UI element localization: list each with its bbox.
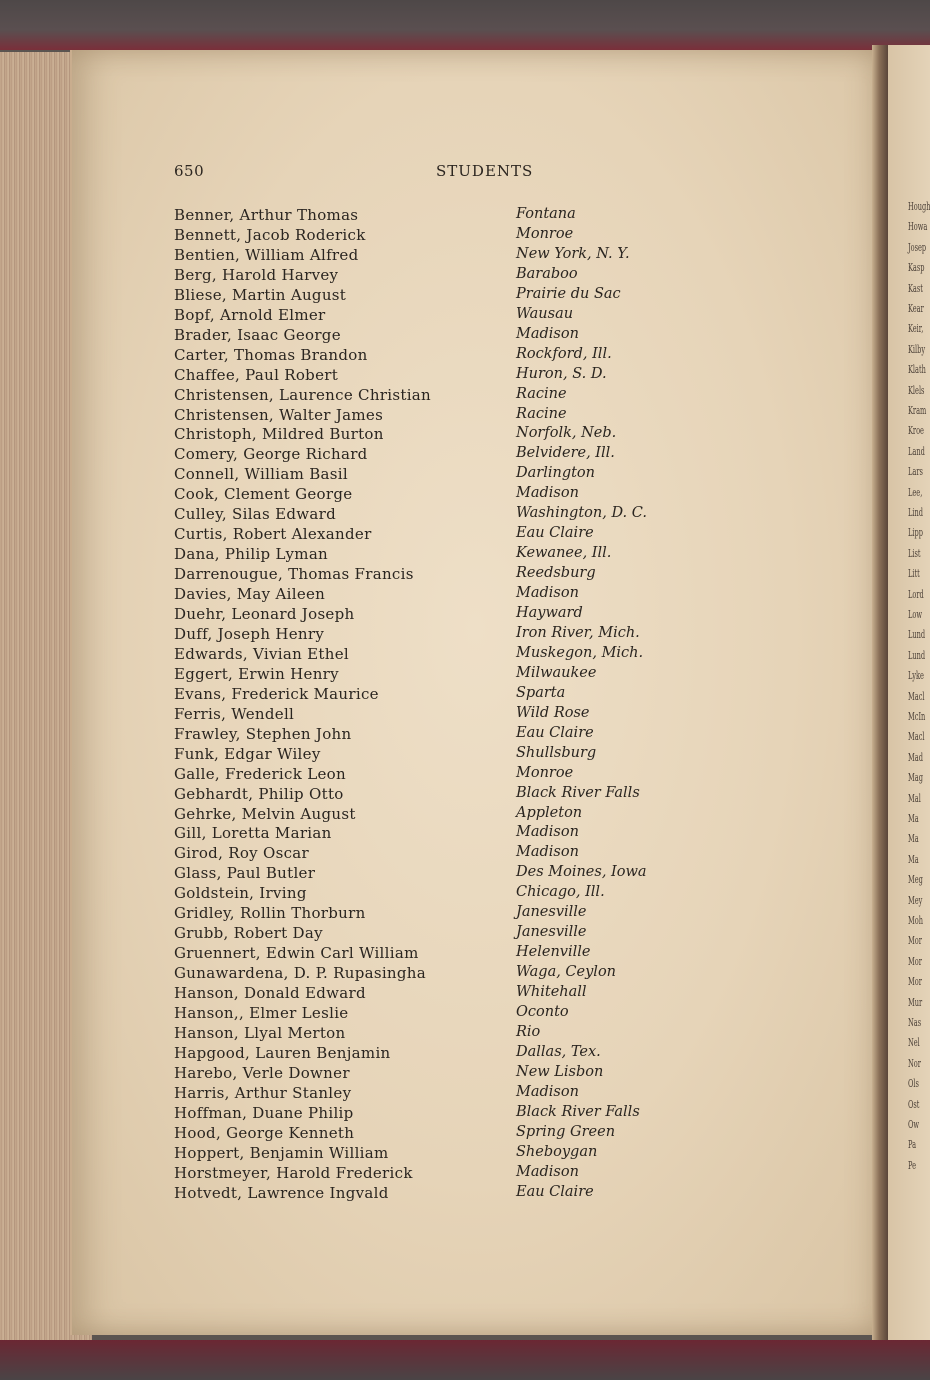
student-name: Gill, Loretta Marian [174, 824, 332, 843]
facing-page-fragment: Litt [908, 567, 920, 581]
student-hometown: Fontana [516, 206, 576, 222]
student-hometown: Sparta [516, 684, 566, 701]
student-hometown: Shullsburg [516, 744, 597, 761]
book-cover-bottom [0, 1340, 930, 1380]
student-name: Culley, Silas Edward [174, 505, 337, 524]
facing-page-fragment: Low [908, 608, 923, 621]
student-hometown: Madison [516, 325, 579, 342]
student-hometown: Muskegon, Mich. [516, 644, 644, 661]
facing-page-fragment: Kroe [908, 424, 924, 438]
student-hometown: Eau Claire [516, 525, 594, 542]
student-hometown: Reedsburg [516, 565, 596, 582]
student-hometown: Madison [516, 1163, 579, 1180]
student-name: Gridley, Rollin Thorburn [174, 904, 366, 923]
student-hometown: Iron River, Mich. [516, 624, 640, 641]
facing-page-fragment: Lord [908, 587, 924, 601]
student-name: Darrenougue, Thomas Francis [174, 565, 414, 584]
student-hometown: Belvidere, Ill. [516, 445, 615, 462]
student-name: Harebo, Verle Downer [174, 1063, 350, 1082]
facing-page-fragment: Macl [908, 689, 925, 703]
facing-page-fragment: Keir, [908, 322, 924, 336]
student-name: Hanson, Donald Edward [174, 984, 366, 1003]
facing-page-fragment: Meg [908, 873, 923, 887]
facing-page-fragment: Mor [908, 954, 922, 968]
student-name: Davies, May Aileen [174, 585, 326, 604]
facing-page-fragment: Mag [908, 771, 923, 785]
student-name: Christoph, Mildred Burton [174, 425, 384, 444]
student-name: Gebhardt, Philip Otto [174, 784, 344, 803]
student-name: Chaffee, Paul Robert [174, 365, 339, 384]
student-hometown: Madison [516, 585, 579, 602]
student-hometown: Black River Falls [516, 1103, 640, 1120]
student-name: Curtis, Robert Alexander [174, 525, 372, 544]
student-hometown: Madison [516, 824, 579, 841]
facing-page-fragment: Lyke [908, 669, 924, 683]
facing-page-fragment: Ols [908, 1077, 919, 1091]
facing-page-fragment: Land [908, 444, 925, 458]
student-name: Frawley, Stephen John [174, 724, 352, 743]
student-name: Hapgood, Lauren Benjamin [174, 1043, 391, 1062]
facing-page-fragment: McIn [908, 710, 926, 723]
student-hometown: Wausau [516, 305, 574, 322]
student-name: Christensen, Laurence Christian [174, 385, 431, 404]
facing-page-fragment: Lind [908, 506, 923, 519]
student-hometown: Appleton [516, 804, 583, 821]
student-name: Christensen, Walter James [174, 405, 384, 424]
student-hometown: Racine [516, 405, 567, 422]
facing-page-fragment: Kear [908, 302, 924, 315]
student-hometown: Monroe [516, 764, 574, 781]
student-name: Edwards, Vivian Ethel [174, 644, 349, 663]
facing-page-fragment: Hough [908, 200, 930, 213]
page-title: STUDENTS [436, 162, 534, 180]
student-hometown: Madison [516, 1083, 579, 1100]
book-cover-top [0, 0, 930, 50]
student-name: Duff, Joseph Henry [174, 624, 325, 643]
student-hometown: Monroe [516, 225, 574, 242]
student-hometown: Wild Rose [516, 704, 590, 721]
facing-page-fragment: Nel [908, 1036, 920, 1050]
facing-page-fragment: Ma [908, 832, 919, 846]
student-hometown: Prairie du Sac [516, 285, 621, 302]
facing-page-fragment: Pe [908, 1158, 917, 1172]
student-hometown: Des Moines, Iowa [516, 864, 647, 881]
student-hometown: Rockford, Ill. [516, 345, 612, 362]
facing-page-fragment: Klath [908, 363, 926, 377]
facing-page-fragment: Lee, [908, 485, 923, 499]
student-name: Connell, William Basil [174, 465, 348, 484]
student-name: Hotvedt, Lawrence Ingvald [174, 1183, 389, 1202]
student-name: Gunawardena, D. P. Rupasingha [174, 964, 426, 983]
student-name: Glass, Paul Butler [174, 864, 316, 883]
facing-page-fragment: Nor [908, 1056, 921, 1070]
student-name: Funk, Edgar Wiley [174, 744, 321, 763]
student-hometown: Helenville [516, 944, 591, 961]
student-name: Hoffman, Duane Philip [174, 1103, 354, 1122]
facing-page-fragment: Kasp [908, 261, 925, 275]
student-hometown: Madison [516, 844, 579, 861]
facing-page-fragment: Moh [908, 914, 923, 927]
student-name: Girod, Roy Oscar [174, 844, 309, 863]
student-name: Hood, George Kenneth [174, 1123, 355, 1142]
student-name: Comery, George Richard [174, 445, 368, 464]
student-hometown: Dallas, Tex. [516, 1043, 601, 1060]
facing-page-fragment: Howa [908, 220, 928, 234]
facing-page-fragment: Ma [908, 852, 919, 866]
facing-page-fragment: Kilby [908, 342, 926, 356]
student-name: Bliese, Martin August [174, 285, 347, 304]
student-name: Hanson,, Elmer Leslie [174, 1004, 349, 1022]
facing-page-fragment: Lund [908, 648, 926, 662]
student-hometown: Hayward [516, 605, 583, 621]
student-name: Bennett, Jacob Roderick [174, 225, 366, 244]
student-name: Carter, Thomas Brandon [174, 345, 368, 364]
student-name: Harris, Arthur Stanley [174, 1083, 352, 1102]
student-name: Brader, Isaac George [174, 325, 341, 344]
facing-page-fragment: Mor [908, 934, 922, 948]
facing-page-fragment: Lund [908, 628, 926, 642]
student-hometown: Waga, Ceylon [516, 964, 617, 981]
facing-page-fragment: Macl [908, 730, 925, 744]
student-hometown: Janesville [516, 904, 587, 921]
facing-page-fragment: Mey [908, 893, 923, 907]
student-hometown: Eau Claire [516, 1183, 594, 1200]
facing-page-fragment: Lars [908, 465, 923, 479]
facing-page-fragment: Mur [908, 995, 923, 1009]
facing-page-edge [888, 45, 930, 1345]
facing-page-fragment: List [908, 546, 921, 560]
student-name: Hanson, Llyal Merton [174, 1023, 346, 1042]
facing-page-fragment: Ow [908, 1118, 920, 1131]
facing-page-fragment: Ma [908, 812, 919, 825]
facing-page-fragment: Mal [908, 791, 921, 805]
student-hometown: Milwaukee [516, 664, 597, 681]
page-number: 650 [174, 162, 205, 180]
student-hometown: Norfolk, Neb. [516, 425, 617, 442]
facing-page-fragment: Nas [908, 1016, 922, 1029]
student-name: Duehr, Leonard Joseph [174, 605, 355, 623]
student-name: Evans, Frederick Maurice [174, 684, 379, 703]
facing-page-fragment: Ost [908, 1097, 920, 1111]
student-hometown: Kewanee, Ill. [516, 545, 612, 562]
student-hometown: Rio [516, 1023, 541, 1040]
facing-page-fragment: Lipp [908, 526, 923, 540]
student-hometown: New York, N. Y. [516, 245, 630, 262]
student-hometown: Eau Claire [516, 724, 594, 741]
student-hometown: Huron, S. D. [516, 365, 607, 382]
student-hometown: Spring Green [516, 1123, 616, 1140]
facing-page-fragment: Mad [908, 750, 923, 764]
student-name: Ferris, Wendell [174, 704, 295, 723]
student-hometown: Racine [516, 385, 567, 402]
student-hometown: Black River Falls [516, 784, 640, 801]
student-hometown: Janesville [516, 924, 587, 941]
student-name: Gehrke, Melvin August [174, 804, 356, 823]
student-name: Dana, Philip Lyman [174, 545, 329, 564]
student-hometown: New Lisbon [516, 1063, 604, 1080]
student-name: Gruennert, Edwin Carl William [174, 944, 419, 963]
student-name: Horstmeyer, Harold Frederick [174, 1163, 413, 1182]
student-hometown: Sheboygan [516, 1143, 598, 1160]
student-name: Cook, Clement George [174, 485, 353, 504]
student-name: Eggert, Erwin Henry [174, 664, 339, 683]
facing-page-fragment: Josep [908, 240, 927, 254]
facing-page-fragment: Pa [908, 1138, 917, 1152]
student-hometown: Madison [516, 485, 579, 502]
student-name: Hoppert, Benjamin William [174, 1143, 389, 1162]
facing-page-fragment: Mor [908, 975, 922, 989]
student-hometown: Washington, D. C. [516, 505, 647, 522]
student-name: Berg, Harold Harvey [174, 265, 339, 284]
student-hometown: Whitehall [516, 984, 587, 1001]
book-gutter [872, 45, 888, 1345]
student-hometown: Oconto [516, 1004, 569, 1020]
facing-page-fragment: Kram [908, 404, 927, 417]
student-name: Benner, Arthur Thomas [174, 206, 359, 224]
facing-page-fragment: Kast [908, 281, 923, 295]
student-hometown: Baraboo [516, 265, 578, 282]
student-name: Grubb, Robert Day [174, 924, 323, 943]
student-name: Bentien, William Alfred [174, 245, 359, 264]
student-hometown: Chicago, Ill. [516, 884, 605, 901]
student-name: Bopf, Arnold Elmer [174, 305, 326, 324]
student-name: Goldstein, Irving [174, 884, 307, 903]
student-name: Galle, Frederick Leon [174, 764, 346, 783]
facing-page-fragment: Klels [908, 383, 925, 397]
student-hometown: Darlington [516, 465, 595, 482]
